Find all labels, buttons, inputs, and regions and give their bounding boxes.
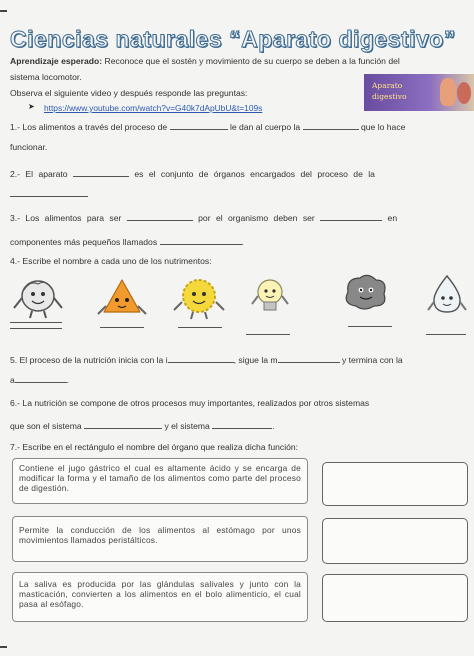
question-6-continuation: que son el sistema y el sistema .	[10, 421, 275, 431]
learning-objective-label: Aprendizaje esperado:	[10, 56, 103, 66]
q3-part-a: 3.- Los alimentos para ser	[10, 213, 122, 223]
q1-part-b: le dan al cuerpo la	[229, 122, 301, 132]
q1-part-c: que lo hace	[360, 122, 406, 132]
q1-blank-2[interactable]	[303, 121, 359, 130]
question-6: 6.- La nutrición se compone de otros procesos muy importantes, realizados por otros sistemas	[10, 398, 370, 408]
function-box-esophagus: Permite la conducción de los alimentos al estómago por unos movimientos llamados peristálticos.	[12, 516, 308, 562]
q3-blank-3[interactable]	[160, 236, 242, 245]
banner-line2: digestivo	[372, 92, 407, 101]
nutrient-blank-1b[interactable]	[10, 328, 62, 329]
page-title: Ciencias naturales “Aparato digestivo”	[10, 26, 456, 52]
lightbulb-character-icon	[248, 274, 292, 322]
learning-objective	[10, 56, 400, 66]
question-4: 4.- Escribe el nombre a cada uno de los nutrimentos:	[10, 256, 212, 266]
learning-objective-text: Reconoce que el sostén y movimiento de su cuerpo se deben a la función del	[102, 56, 400, 66]
answer-rectangle-1[interactable]	[322, 462, 468, 506]
question-3-continuation: componentes más pequeños llamados .	[10, 237, 244, 247]
learning-objective-continuation: sistema locomotor.	[10, 72, 82, 82]
question-5	[10, 354, 403, 365]
water-drop-character-icon	[424, 272, 470, 320]
q5-blank-1[interactable]	[168, 354, 234, 363]
q2-blank-2[interactable]	[10, 196, 88, 197]
organ-icon	[457, 82, 471, 104]
bullet-arrow-icon: ➤	[28, 102, 35, 111]
q5-blank-3[interactable]	[15, 374, 67, 383]
function-box-stomach: Contiene el jugo gástrico el cual es altamente ácido y se encarga de modificar la forma y el tamaño de los alimentos como parte del proceso de digestión.	[12, 458, 308, 504]
q6-part-c: y el sistema	[164, 421, 210, 431]
question-3	[10, 212, 397, 223]
banner-line1: Aparato	[372, 81, 403, 90]
q2-blank-1[interactable]	[73, 168, 129, 177]
q3-blank-1[interactable]	[127, 212, 193, 221]
question-1-continuation: funcionar.	[10, 142, 48, 152]
body-figure-icon	[440, 78, 456, 106]
function-box-mouth: La saliva es producida por las glándulas salivales y junto con la masticación, convierten a los alimentos en el bolo alimenticio, el cual pasa al esófago.	[12, 572, 308, 622]
q1-part-a: 1.- Los alimentos a través del proceso de	[10, 122, 168, 132]
q6-blank-2[interactable]	[212, 420, 272, 429]
q5-part-d: a	[10, 375, 15, 385]
q3-blank-2[interactable]	[320, 212, 382, 221]
nutrient-blank-2[interactable]	[100, 327, 144, 328]
nutrient-blank-4[interactable]	[246, 334, 290, 335]
nutrient-blank-6[interactable]	[426, 334, 466, 335]
answer-rectangle-3[interactable]	[322, 574, 468, 622]
top-margin-mark	[0, 10, 7, 12]
video-instruction: Observa el siguiente video y después responde las preguntas:	[10, 88, 248, 98]
q5-part-a: 5. El proceso de la nutrición inicia con la i	[10, 355, 168, 365]
q3-part-b: por el organismo deben ser	[198, 213, 315, 223]
nutrient-blank-1[interactable]	[10, 322, 62, 323]
q6-part-b: que son el sistema	[10, 421, 82, 431]
q2-part-b: es el conjunto de órganos encargados del proceso de la	[134, 169, 375, 179]
q6-blank-1[interactable]	[84, 420, 162, 429]
question-5-continuation: a .	[10, 375, 70, 385]
question-2	[10, 168, 375, 179]
q5-blank-2[interactable]	[278, 354, 340, 363]
question-1	[10, 121, 405, 132]
question-7: 7.- Escribe en el rectángulo el nombre del órgano que realiza dicha función:	[10, 442, 299, 452]
nutrient-blank-5[interactable]	[348, 326, 392, 327]
q5-part-c: y termina con la	[341, 355, 403, 365]
bottom-margin-mark	[0, 646, 7, 648]
lettuce-character-icon	[8, 276, 68, 320]
q3-part-c: en	[387, 213, 398, 223]
nutrient-blank-3[interactable]	[178, 327, 222, 328]
gray-rock-character-icon	[336, 272, 396, 318]
q1-blank-1[interactable]	[170, 121, 228, 130]
orange-pyramid-character-icon	[96, 276, 148, 322]
q5-part-b: , sigue la m	[233, 355, 278, 365]
q3-part-d: componentes más pequeños llamados	[10, 237, 158, 247]
digestive-system-banner	[364, 74, 474, 111]
answer-rectangle-2[interactable]	[322, 518, 468, 564]
q2-part-a: 2.- El aparato	[10, 169, 68, 179]
yellow-sun-character-icon	[170, 276, 228, 322]
video-link[interactable]: https://www.youtube.com/watch?v=G40k7dApUbU&t=109s	[44, 103, 263, 113]
